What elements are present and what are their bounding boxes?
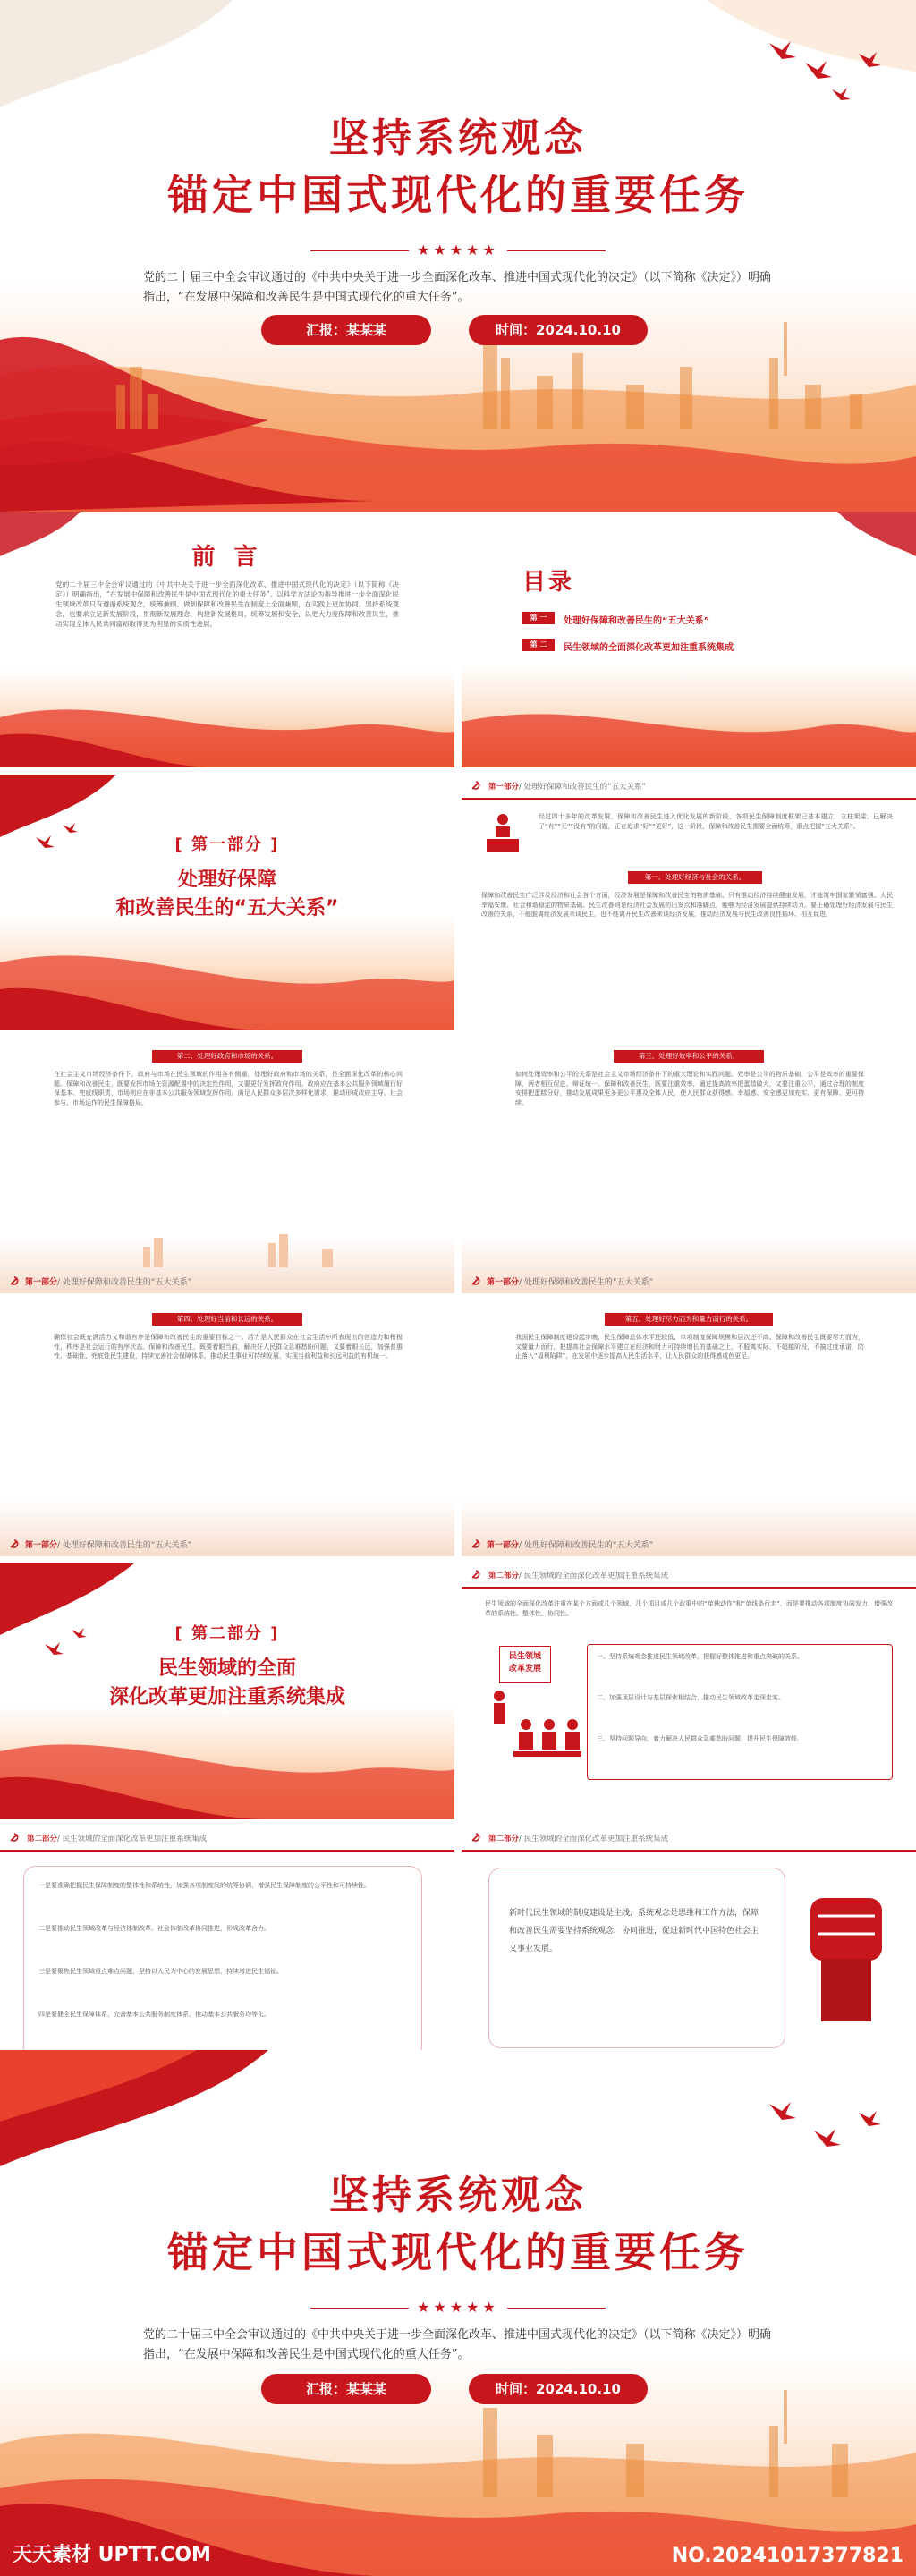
footer-sub: / 处理好保障和改善民生的“五大关系” <box>519 1541 654 1550</box>
party-emblem-icon <box>471 780 481 791</box>
footer-part: 第一部分 <box>487 1541 520 1550</box>
header-bar <box>462 1563 916 1589</box>
closing-intro: 党的二十届三中全会审议通过的《中共中央关于进一步全面深化改革、推进中国式现代化的决定》（以下简称《决定》）明确指出，“在发展中保障和改善民生是中国式现代化的重大任务”。 <box>143 2328 772 2361</box>
footer-sub: / 处理好保障和改善民生的“五大关系” <box>57 1278 192 1287</box>
footer-bar <box>462 1267 916 1293</box>
cover-intro: 党的二十届三中全会审议通过的《中共中央关于进一步全面深化改革、推进中国式现代化的决定》（以下简称《决定》）明确指出，“在发展中保障和改善民生是中国式现代化的重大任务”。 <box>143 271 772 304</box>
preface-slide <box>0 512 454 767</box>
footer-part: 第一部分 <box>25 1541 58 1550</box>
footer-part: 第一部分 <box>25 1278 58 1287</box>
closing-title-line1: 坚持系统观念 <box>329 2173 587 2218</box>
p1-section5-slide <box>462 1301 916 1556</box>
part2-line1: 民生领域的全面 <box>157 1657 296 1680</box>
header-sub: / 民生领域的全面深化改革更加注重系统集成 <box>519 1835 669 1843</box>
p1e-body: 我国民生保障制度建设起步晚，民生保障总体水平还较低，单项制度保障规模和层次还不高。保障和改善民生既要尽力而为，又要量力而行，把提高社会保障水平建立在经济和财力可持续增长的基础之上，不脱离实际、不超越阶段，不搞过度承诺，防止落入“福利陷阱”，在发展中逐步提高人民生活水平，让人民群众的获得感成色更足。 <box>515 1334 864 1360</box>
header-bar <box>462 1826 916 1852</box>
footer-bar <box>0 1530 454 1556</box>
closing-reporter-pill: 汇报：某某某 <box>261 2374 431 2404</box>
part1-title-slide <box>0 775 454 1030</box>
p1a-intro: 经过四十多年的改革发展，保障和改善民生进入优化发展的新阶段，各项民生保障制度框架已基本建立，立柱架梁、已解决了“有”“无”“没有”的问题，正在追求“好”“更好”，这一阶段，保障和改善民生需要全面统筹，重点把握“五大关系”。 <box>539 813 893 830</box>
p1-section4-slide <box>0 1301 454 1556</box>
p2b-list-card <box>23 1866 422 2059</box>
header-part: 第一部分 <box>488 783 520 792</box>
p1-section3-slide <box>462 1038 916 1293</box>
p2b-item-1: 一是要准确把握民生保障制度的整体性和系统性，加强各项制度间的统筹协调，增强民生保障制度的公平性和可持续性。 <box>38 1882 370 1889</box>
p2b-quote-card <box>488 1868 785 2048</box>
skyline-decoration <box>0 1231 454 1268</box>
part2-line2: 深化改革更加注重系统集成 <box>108 1686 345 1708</box>
party-emblem-icon <box>471 1832 481 1843</box>
party-emblem-icon <box>9 1275 20 1286</box>
date-pill: 时间：2024.10.10 <box>469 315 648 345</box>
header-sub: / 民生领域的全面深化改革更加注重系统集成 <box>57 1835 208 1843</box>
header-sub: / 民生领域的全面深化改革更加注重系统集成 <box>519 1572 669 1580</box>
speaker-icon <box>481 810 524 853</box>
p2-quote-slide <box>462 1826 916 2082</box>
footer-bar <box>0 1267 454 1293</box>
header-bar <box>462 775 916 800</box>
p2a-intro: 民生领域的全面深化改革注重在某个方面或几个领域，几个项目或几个政策中的“单独动作”和“单线条行走”，而是要推动各项制度协同发力。增强改革的系统性、整体性、协同性。 <box>485 1600 893 1617</box>
p1a-body: 保障和改善民生广泛涉及经济和社会各个方面，经济发展是保障和改善民生的物质基础，只有推动经济持续健康发展，才能筑牢国家繁荣富强、人民幸福安康、社会和谐稳定的物质基础。民生改善则是经济社会发展的出发点和落脚点，能够为经济发展提供持续动力。要正确处理好经济发展与民生改善的关系，不能脱离经济发展来谈民生，也不能离开民生改善来谈经济发展，推动经济发展与民生改善良性循环、相互促进。 <box>481 892 893 918</box>
p2a-item-2: 二、加强顶层设计与基层探索相结合，推动民生领域改革走深走实。 <box>597 1694 785 1701</box>
raised-fist-icon <box>793 1880 900 2032</box>
p1b-body: 在社会主义市场经济条件下，政府与市场在民生领域的作用各有侧重，处理好政府和市场的关系，是全面深化改革的核心问题。保障和改善民生，既要发挥市场在资源配置中的决定性作用，又要更好发挥政府作用。政府应在基本公共服务领域履行好保基本、兜底线职责，市场则应在非基本公共服务领域发挥作用，满足人民群众多层次多样化需求，推动形成政府主导、社会参与、市场运作的民生保障格局。 <box>54 1071 403 1106</box>
footer-sub: / 处理好保障和改善民生的“五大关系” <box>57 1541 192 1550</box>
toc-item-2-num: 第 二 <box>522 639 555 651</box>
preface-body: 党的二十届三中全会审议通过的《中共中央关于进一步全面深化改革、推进中国式现代化的决定》（以下简称《决定》）明确指出，“在发展中保障和改善民生是中国式现代化的重大任务”。以科学方法论为指导推进一步全面深化民生领域改革只有遵循系统观念，统筹兼顾。做到保障和改善民生在制度上全面兼顾，在实践上更加协同。坚持系统观念，也要求立足新发展阶段，贯彻新发展理念，构建新发展格局，统筹发展和安全，以更大力度保障和改善民生，推动实现全体人民共同富裕取得更为明显的实质性进展。 <box>55 580 399 628</box>
closing-date-pill: 时间：2024.10.10 <box>469 2374 648 2404</box>
party-emblem-icon <box>9 1832 20 1843</box>
closing-title-line2: 锚定中国式现代化的重要任务 <box>167 2228 749 2276</box>
p2a-item-3: 三、坚持问题导向，着力解决人民群众急难愁盼问题，提升民生保障效能。 <box>597 1735 803 1742</box>
cover-slide <box>0 0 916 512</box>
p2b-item-2: 二是要推动民生领域改革与经济体制改革、社会体制改革协同推进，形成改革合力。 <box>38 1925 270 1932</box>
meeting-icon <box>483 1689 581 1760</box>
footer-sub: / 处理好保障和改善民生的“五大关系” <box>519 1278 654 1287</box>
header-part: 第二部分 <box>488 1835 520 1843</box>
party-emblem-icon <box>471 1275 481 1286</box>
p2a-list-card <box>587 1644 893 1780</box>
p2b-item-4: 四是要健全民生保障体系，完善基本公共服务制度体系，推动基本公共服务均等化。 <box>38 2011 270 2018</box>
p1d-section-title: 第四、处理好当前和长远的关系。 <box>152 1313 302 1326</box>
part1-line1: 处理好保障 <box>177 869 276 891</box>
p1c-section-title: 第三、处理好效率和公平的关系。 <box>614 1050 764 1063</box>
toc-item-1-num: 第 一 <box>522 612 555 624</box>
toc-item-2[interactable] <box>522 637 791 653</box>
p2b-item-3: 三是要聚焦民生领域重点难点问题，坚持以人民为中心的发展思想，持续增进民生福祉。 <box>38 1968 283 1975</box>
toc-item-1-label: 处理好保障和改善民生的“五大关系” <box>564 616 710 626</box>
p1-section2-slide <box>0 1038 454 1293</box>
p2-list-slide <box>0 1826 454 2082</box>
header-sub: / 处理好保障和改善民生的“五大关系” <box>519 783 646 792</box>
p1d-body: 确保社会既充满活力又和谐有序是保障和改善民生的重要目标之一。活力是人民群众在社会生活中所表现出的创造力和积极性，秩序是社会运行的有序状态。保障和改善民生，既要着眼当前，解决好人民群众急难愁盼问题，又要着眼长远，加强普惠性、基础性、兜底性民生建设，持续完善社会保障体系，推动民生事业可持续发展，实现当前利益和长远利益的有机统一。 <box>54 1334 403 1360</box>
p2b-quote: 新时代民生领域的制度建设是主线，系统观念是思维和工作方法，保障和改善民生需要坚持系统观念，协同推进，促进新时代中国特色社会主义事业发展。 <box>509 1909 759 1953</box>
cover-title-line1: 坚持系统观念 <box>329 115 587 161</box>
toc-item-2-label: 民生领域的全面深化改革更加注重系统集成 <box>564 643 734 653</box>
p2-integration-slide <box>462 1563 916 1819</box>
toc-item-1[interactable] <box>522 610 755 626</box>
footer-bar <box>462 1530 916 1556</box>
part1-line2: 和改善民生的“五大关系” <box>115 897 339 919</box>
party-emblem-icon <box>471 1538 481 1549</box>
part2-title-slide <box>0 1563 454 1819</box>
closing-star-divider: ★★★★★ <box>0 2299 916 2316</box>
closing-slide <box>0 2050 916 2576</box>
watermark-left: 天天素材 UPTT.COM <box>13 2544 211 2566</box>
watermark-right: NO.20241017377821 <box>671 2545 903 2567</box>
cover-title-line2: 锚定中国式现代化的重要任务 <box>167 171 749 219</box>
toc-title: 目录 <box>522 569 575 596</box>
star-divider: ★★★★★ <box>0 242 916 258</box>
reporter-pill: 汇报：某某某 <box>261 315 431 345</box>
p1c-body: 如何处理效率和公平的关系是社会主义市场经济条件下的重大理论和实践问题。效率是公平的物质基础，公平是效率的重要保障，两者相互促进、辩证统一。保障和改善民生，既要注重效率，通过提高效率把蛋糕做大，又要注重公平，通过合理的制度安排把蛋糕分好，推动发展成果更多更公平惠及全体人民，使人民群众获得感、幸福感、安全感更加充实、更有保障、更可持续。 <box>515 1071 864 1106</box>
p1e-section-title: 第五、处理好尽力而为和量力而行的关系。 <box>605 1313 773 1326</box>
header-part: 第二部分 <box>488 1572 520 1580</box>
p2a-box-title: 民生领域 改革发展 <box>499 1646 551 1683</box>
party-emblem-icon <box>9 1538 20 1549</box>
toc-slide <box>462 512 916 767</box>
p1b-section-title: 第二、处理好政府和市场的关系。 <box>152 1050 302 1063</box>
header-part: 第二部分 <box>27 1835 58 1843</box>
p2a-item-1: 一、坚持系统观念推进民生领域改革，把握好整体推进和重点突破的关系。 <box>597 1653 803 1660</box>
p1a-section-title: 第一、处理好经济与社会的关系。 <box>628 871 762 884</box>
header-bar <box>0 1826 454 1852</box>
footer-part: 第一部分 <box>487 1278 520 1287</box>
preface-title: 前 言 <box>191 544 263 571</box>
part1-tag: [ 第一部分 ] <box>174 835 280 854</box>
party-emblem-icon <box>471 1569 481 1580</box>
p1-section1-slide <box>462 775 916 1030</box>
part2-tag: [ 第二部分 ] <box>174 1624 280 1643</box>
